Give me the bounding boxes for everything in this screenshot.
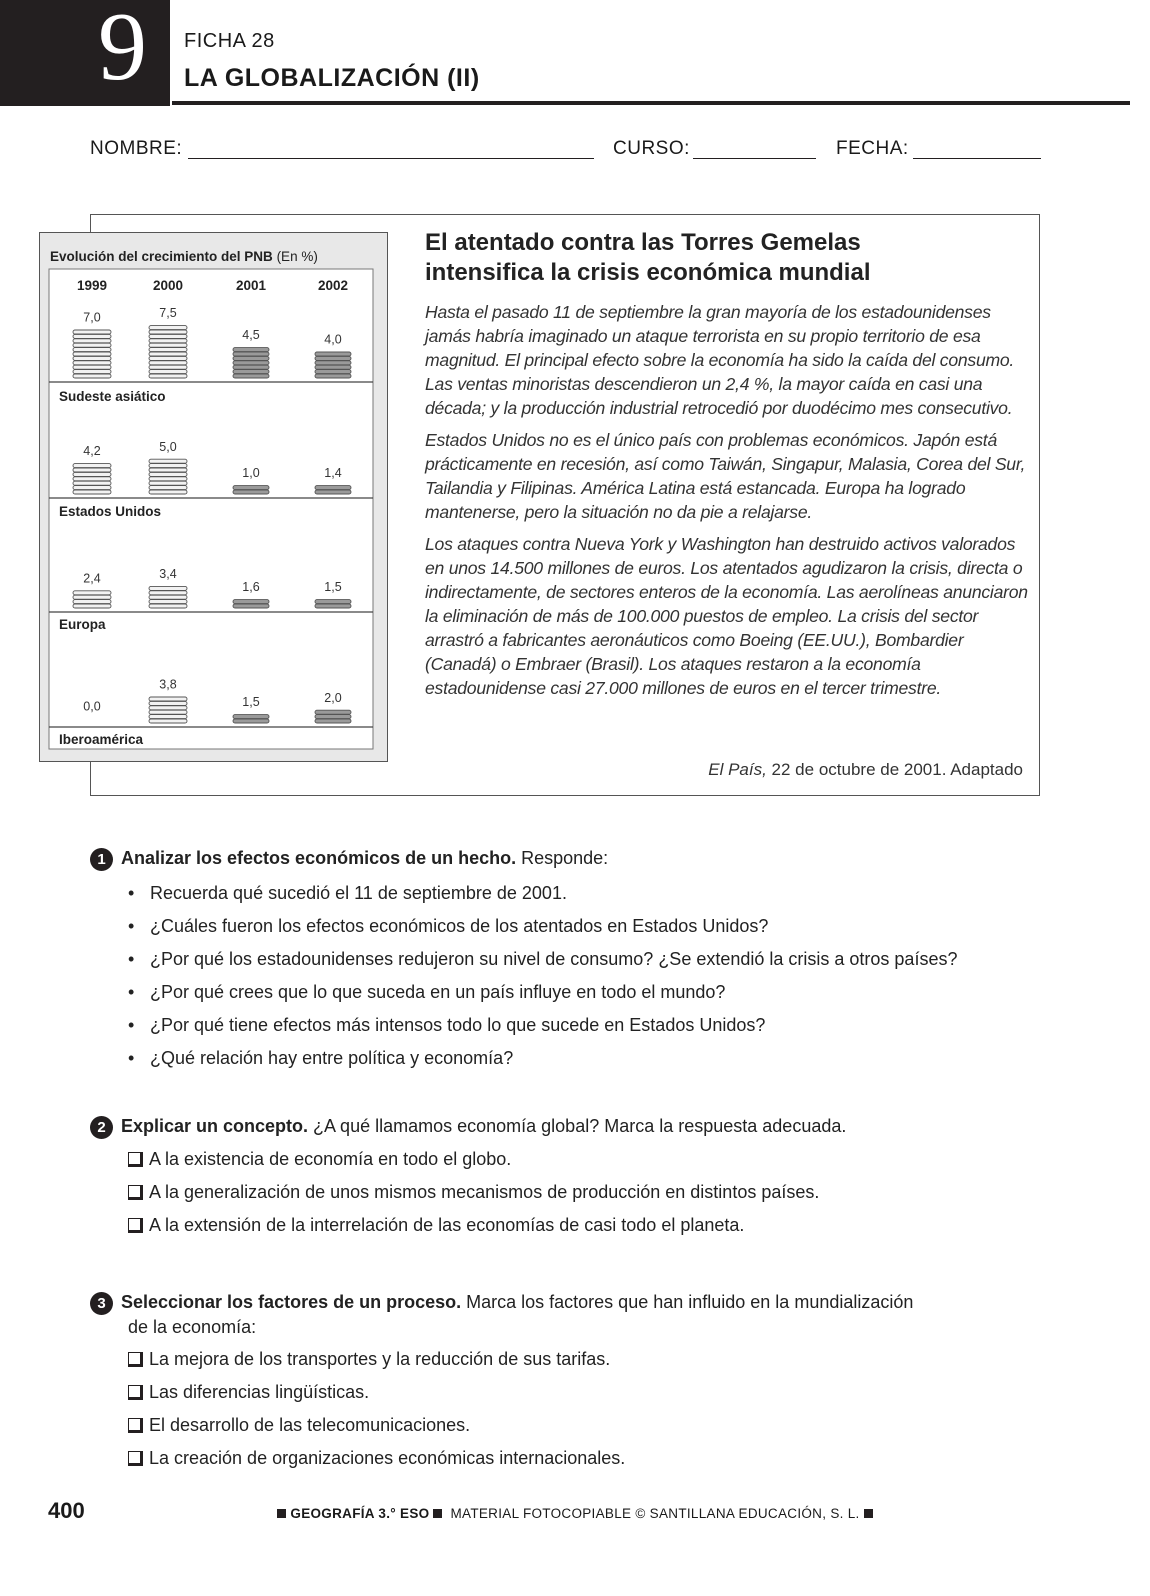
coin-stack-segment	[149, 600, 187, 604]
coin-stack-segment	[73, 472, 111, 476]
coin-stack-segment	[73, 604, 111, 608]
coin-stack-segment	[73, 481, 111, 485]
article-title-line2: intensifica la crisis económica mundial	[425, 259, 871, 286]
activity-2-heading	[90, 1114, 1070, 1139]
coin-stack-segment	[149, 481, 187, 485]
activity-1-heading	[90, 846, 1070, 871]
coin-stack-segment	[315, 604, 351, 608]
coin-stack-segment	[233, 486, 269, 490]
coin-stack-segment	[315, 719, 351, 723]
coin-stack-segment	[73, 486, 111, 490]
footer	[0, 1506, 1150, 1521]
option-label: A la generalización de unos mismos mecanismos de producción en distintos países.	[149, 1181, 820, 1202]
coin-stack-segment	[149, 591, 187, 595]
coin-stack-segment	[149, 361, 187, 365]
footer-rights: MATERIAL FOTOCOPIABLE © SANTILLANA EDUCACIÓN, S. L.	[446, 1506, 860, 1521]
coin-stack-segment	[149, 477, 187, 481]
coin-stack-segment	[233, 365, 269, 369]
year-label: 2001	[235, 278, 267, 293]
data-label: 1,5	[324, 580, 342, 595]
coin-stack-segment	[149, 697, 187, 701]
coin-stack-segment	[149, 586, 187, 590]
source-newspaper: El País,	[708, 760, 767, 779]
coin-stack-segment	[73, 339, 111, 343]
article-title-line1: El atentado contra las Torres Gemelas	[425, 229, 861, 256]
option-item	[128, 1409, 1070, 1442]
coin-stack-segment	[149, 339, 187, 343]
coin-stack-segment	[233, 490, 269, 494]
option-item	[128, 1442, 1070, 1475]
data-label: 1,4	[324, 466, 342, 481]
article-paragraph: Hasta el pasado 11 de septiembre la gran mayoría de los estadounidenses jamás habría imaginado un ataque terrorista en su propio territorio de esa magnitud. El principal efecto sobre la economía ha sido la caída del consumo. Las ventas minoristas descendieron un 2,4 %, la mayor caída en casi una década; y la producción industrial retrocedió por duodécimo mes consecutivo.	[425, 302, 1015, 418]
question-item: • Recuerda qué sucedió el 11 de septiembre de 2001.	[128, 877, 1070, 910]
coin-stack-segment	[149, 334, 187, 338]
activity-3	[90, 1290, 1070, 1475]
coin-stack-segment	[149, 326, 187, 330]
chart-unit: (En %)	[276, 249, 318, 264]
coin-stack-segment	[149, 370, 187, 374]
coin-stack-segment	[149, 472, 187, 476]
coin-stack-segment	[149, 719, 187, 723]
coin-stack-segment	[315, 490, 351, 494]
question-item: • ¿Por qué crees que lo que suceda en un país influye en todo el mundo?	[128, 976, 1070, 1009]
option-label: A la extensión de la interrelación de las economías de casi todo el planeta.	[149, 1214, 745, 1235]
activity-number-badge: 1	[90, 848, 113, 871]
checkbox[interactable]	[128, 1385, 143, 1400]
source-date: 22 de octubre de 2001. Adaptado	[766, 760, 1023, 779]
activity-number-badge: 3	[90, 1292, 113, 1315]
coin-stack-segment	[149, 701, 187, 705]
coin-stack-segment	[149, 715, 187, 719]
title-rule	[172, 101, 1130, 105]
coin-stack-segment	[315, 356, 351, 360]
activity-1-title: Analizar los efectos económicos de un hecho.	[121, 848, 517, 868]
article-source	[708, 760, 1023, 780]
data-label: 2,4	[83, 571, 101, 586]
fecha-label: FECHA:	[836, 138, 909, 159]
year-label: 1999	[76, 278, 108, 293]
coin-stack-segment	[73, 595, 111, 599]
data-label: 2,0	[324, 690, 342, 705]
unit-number-box	[0, 0, 170, 106]
chart-title	[50, 249, 318, 264]
coin-stack-segment	[73, 600, 111, 604]
coin-stack-segment	[149, 374, 187, 378]
checkbox[interactable]	[128, 1152, 143, 1167]
coin-stack-segment	[73, 334, 111, 338]
coin-stack-segment	[149, 365, 187, 369]
curso-field[interactable]	[693, 158, 816, 159]
nombre-field[interactable]	[188, 158, 594, 159]
activity-2-instruction: ¿A qué llamamos economía global? Marca la respuesta adecuada.	[308, 1116, 847, 1136]
fecha-field[interactable]	[913, 158, 1041, 159]
coin-stack-segment	[315, 600, 351, 604]
coin-stack-segment	[233, 715, 269, 719]
activity-1-questions	[90, 877, 1070, 1075]
data-label: 4,2	[83, 444, 101, 459]
coin-stack-segment	[73, 361, 111, 365]
region-label: Estados Unidos	[59, 504, 162, 519]
coin-stack-segment	[233, 600, 269, 604]
activity-3-instruction-cont: de la economía:	[128, 1316, 257, 1337]
coin-stack-segment	[149, 706, 187, 710]
square-icon	[277, 1509, 286, 1518]
checkbox[interactable]	[128, 1352, 143, 1367]
coin-stack-segment	[149, 595, 187, 599]
data-label: 7,0	[83, 310, 101, 325]
coin-stack-segment	[149, 468, 187, 472]
square-icon	[433, 1509, 442, 1518]
square-icon	[864, 1509, 873, 1518]
question-item: • ¿Por qué los estadounidenses redujeron su nivel de consumo? ¿Se extendió la crisis a otros países?	[128, 943, 1070, 976]
coin-stack-segment	[73, 464, 111, 468]
coin-stack-segment	[73, 330, 111, 334]
coin-stack-segment	[315, 370, 351, 374]
data-label: 4,5	[242, 328, 260, 343]
option-label: A la existencia de economía en todo el globo.	[149, 1148, 512, 1169]
question-item: • ¿Qué relación hay entre política y economía?	[128, 1042, 1070, 1075]
article-paragraph: Estados Unidos no es el único país con problemas económicos. Japón está prácticamente en recesión, así como Taiwán, Singapur, Malasia, Corea del Sur, Tailandia y Filipinas. América Latina está estancada. Europa ha logrado mantenerse, pero la situación no da pie a relajarse.	[425, 430, 1026, 522]
coin-stack-segment	[233, 374, 269, 378]
region-label: Iberoamérica	[59, 732, 144, 747]
option-item	[128, 1376, 1070, 1409]
question-item: • ¿Cuáles fueron los efectos económicos de los atentados en Estados Unidos?	[128, 910, 1070, 943]
coin-stack-segment	[233, 604, 269, 608]
checkbox[interactable]	[128, 1185, 143, 1200]
coin-stack-segment	[233, 361, 269, 365]
page-title: LA GLOBALIZACIÓN (II)	[184, 64, 480, 92]
coin-stack-segment	[149, 459, 187, 463]
chart-title-text: Evolución del crecimiento del PNB	[50, 249, 277, 264]
ficha-label: FICHA 28	[184, 30, 275, 52]
year-label: 2002	[317, 278, 349, 293]
option-item	[128, 1143, 1070, 1176]
activity-3-options	[90, 1343, 1070, 1475]
pnb-chart-panel	[39, 232, 388, 762]
data-label: 1,0	[242, 466, 260, 481]
activity-2-options	[90, 1143, 1070, 1242]
article-body	[425, 300, 1031, 708]
option-item	[128, 1343, 1070, 1376]
coin-stack-segment	[73, 352, 111, 356]
activity-number-badge: 2	[90, 1116, 113, 1139]
region-label: Sudeste asiático	[59, 389, 166, 404]
pnb-chart	[40, 233, 389, 763]
option-label: La mejora de los transportes y la reducción de sus tarifas.	[149, 1348, 611, 1369]
coin-stack-segment	[73, 348, 111, 352]
option-label: El desarrollo de las telecomunicaciones.	[149, 1414, 471, 1435]
coin-stack-segment	[315, 486, 351, 490]
coin-stack-segment	[149, 343, 187, 347]
coin-stack-segment	[233, 356, 269, 360]
year-label: 2000	[152, 278, 184, 293]
coin-stack-segment	[149, 356, 187, 360]
coin-stack-segment	[149, 352, 187, 356]
coin-stack-segment	[149, 348, 187, 352]
coin-stack-segment	[233, 719, 269, 723]
activity-1-instruction: Responde:	[516, 848, 609, 868]
coin-stack-segment	[73, 343, 111, 347]
coin-stack-segment	[73, 356, 111, 360]
coin-stack-segment	[233, 348, 269, 352]
option-item	[128, 1176, 1070, 1209]
option-label: Las diferencias lingüísticas.	[149, 1381, 370, 1402]
option-item	[128, 1209, 1070, 1242]
data-label: 3,8	[159, 677, 177, 692]
activity-3-title: Seleccionar los factores de un proceso.	[121, 1292, 462, 1312]
checkbox[interactable]	[128, 1418, 143, 1433]
activity-3-heading	[90, 1290, 1070, 1315]
checkbox[interactable]	[128, 1451, 143, 1466]
article-paragraph: Los ataques contra Nueva York y Washington han destruido activos valorados en unos 14.500 millones de euros. Los atentados agudizaron la crisis, directa o indirectamente, de sectores enteros de la economía. Las aerolíneas anunciaron la eliminación de más de 100.000 puestos de empleo. La crisis del sector arrastró a fabricantes aeronáuticos como Boeing (EE.UU.), Bombardier (Canadá) o Embraer (Brasil). Los ataques restaron a la economía estadounidense casi 27.000 millones de euros en el tercer trimestre.	[425, 534, 1028, 698]
coin-stack-segment	[73, 490, 111, 494]
coin-stack-segment	[233, 352, 269, 356]
coin-stack-segment	[73, 370, 111, 374]
data-label: 1,6	[242, 580, 260, 595]
coin-stack-segment	[73, 468, 111, 472]
data-label: 7,5	[159, 306, 177, 321]
unit-number: 9	[98, 0, 147, 101]
coin-stack-segment	[149, 490, 187, 494]
page-number: 400	[48, 1498, 85, 1523]
data-label: 0,0	[83, 699, 101, 714]
checkbox[interactable]	[128, 1218, 143, 1233]
coin-stack-segment	[149, 710, 187, 714]
data-label: 1,5	[242, 695, 260, 710]
coin-stack-segment	[233, 370, 269, 374]
data-label: 5,0	[159, 439, 177, 454]
activity-1	[90, 846, 1070, 1075]
data-label: 3,4	[159, 567, 177, 581]
activity-3-instruction: Marca los factores que han influido en la mundialización	[461, 1292, 914, 1312]
curso-label: CURSO:	[613, 138, 690, 159]
activity-2	[90, 1114, 1070, 1242]
coin-stack-segment	[315, 352, 351, 356]
coin-stack-segment	[73, 374, 111, 378]
footer-book: GEOGRAFÍA 3.° ESO	[290, 1506, 430, 1521]
coin-stack-segment	[315, 361, 351, 365]
coin-stack-segment	[73, 477, 111, 481]
coin-stack-segment	[149, 486, 187, 490]
coin-stack-segment	[315, 715, 351, 719]
region-label: Europa	[59, 617, 106, 632]
question-item: • ¿Por qué tiene efectos más intensos todo lo que sucede en Estados Unidos?	[128, 1009, 1070, 1042]
coin-stack-segment	[315, 374, 351, 378]
activity-2-title: Explicar un concepto.	[121, 1116, 309, 1136]
coin-stack-segment	[73, 591, 111, 595]
nombre-label: NOMBRE:	[90, 138, 183, 159]
coin-stack-segment	[149, 464, 187, 468]
coin-stack-segment	[149, 604, 187, 608]
coin-stack-segment	[315, 365, 351, 369]
coin-stack-segment	[149, 330, 187, 334]
coin-stack-segment	[73, 365, 111, 369]
article-title	[425, 228, 1025, 288]
data-label: 4,0	[324, 332, 342, 347]
option-label: La creación de organizaciones económicas internacionales.	[149, 1447, 626, 1468]
coin-stack-segment	[315, 710, 351, 714]
